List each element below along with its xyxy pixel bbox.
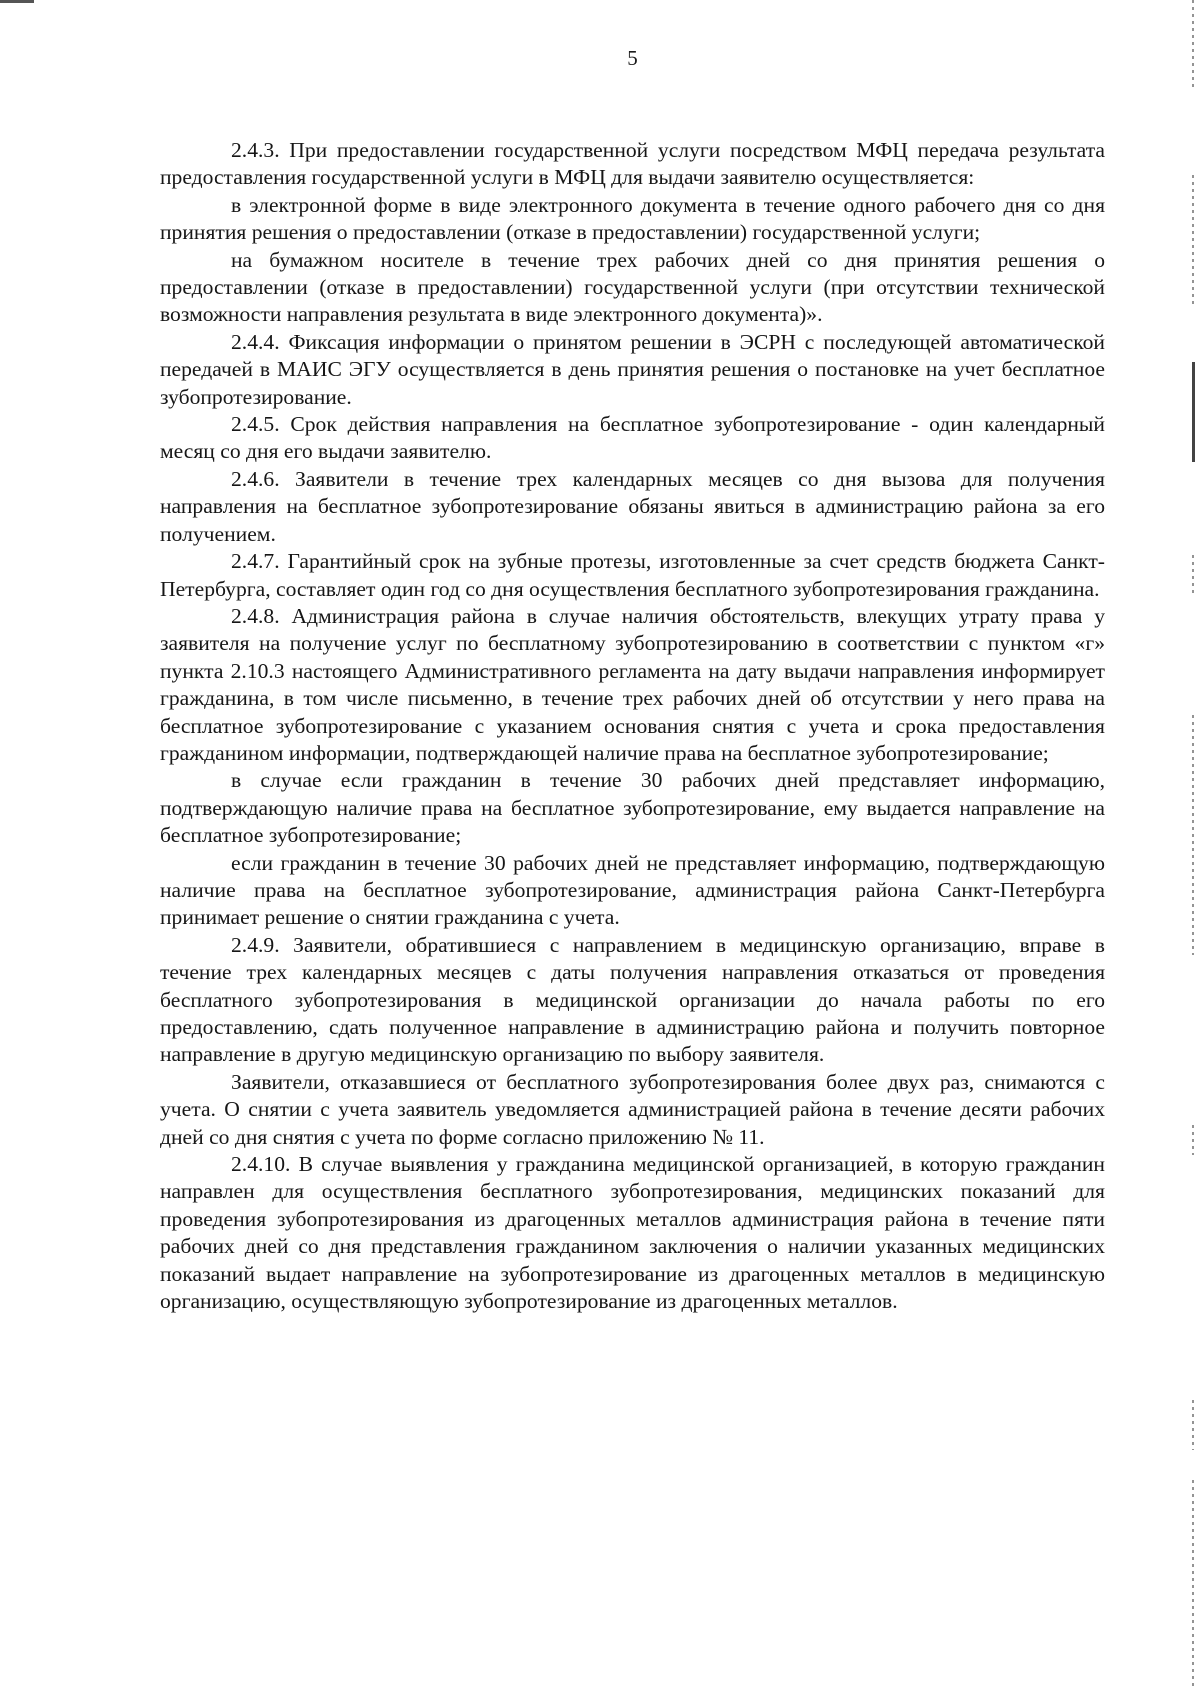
paragraph: Заявители, отказавшиеся от бесплатного зубопротезирования более двух раз, снимаются с учета. О снятии с учета заявитель уведомляется администрацией района в течение десяти рабочих дней со дня снятия с учета по форме согласно приложению № 11. [160, 1069, 1105, 1149]
paragraph: 2.4.8. Администрация района в случае наличия обстоятельств, влекущих утрату права у заявителя на получение услуг по бесплатному зубопротезированию в соответствии с пунктом «г» пункта 2.10.3 настоящего Административного регламента на дату выдачи направления информирует гражданина, в том числе письменно, в течение трех рабочих дней об отсутствии у него права на бесплатное зубопротезирование с указанием основания снятия с учета и срока предоставления гражданином информации, подтверждающей наличие права на бесплатное зубопротезирование; [160, 603, 1105, 765]
paragraph: 2.4.3. При предоставлении государственной услуги посредством МФЦ передача результата предоставления государственной услуги в МФЦ для выдачи заявителю осуществляется: [160, 138, 1105, 190]
paragraph: на бумажном носителе в течение трех рабочих дней со дня принятия решения о предоставлении (отказе в предоставлении) государственной услуги (при отсутствии технической возможности направления результата в виде электронного документа)». [160, 247, 1105, 327]
scan-edge-mark [1192, 175, 1194, 305]
paragraph: в электронной форме в виде электронного документа в течение одного рабочего дня со дня принятия решения о предоставлении (отказе в предоставлении) государственной услуги; [160, 192, 1105, 245]
scan-edge-mark [1192, 362, 1195, 462]
paragraph: 2.4.10. В случае выявления у гражданина медицинской организацией, в которую гражданин направлен для осуществления бесплатного зубопротезирования, медицинских показаний для проведения зубопротезирования из драгоценных металлов администрация района в течение пяти рабочих дней со дня представления гражданином заключения о наличии указанных медицинских показаний выдает направление на зубопротезирование из драгоценных металлов в медицинскую организацию, осуществляющую зубопротезирование из драгоценных металлов. [160, 1152, 1105, 1314]
scan-edge-mark [1192, 555, 1194, 595]
scan-edge-mark [1192, 1400, 1194, 1450]
paragraph: в случае если гражданин в течение 30 рабочих дней представляет информацию, подтверждающую наличие права на бесплатное зубопротезирование, ему выдается направление на бесплатное зубопротезирование; [160, 768, 1105, 848]
document-body [160, 137, 1105, 1315]
paragraph: 2.4.9. Заявители, обратившиеся с направлением в медицинскую организацию, вправе в течение трех календарных месяцев с даты получения направления отказаться от проведения бесплатного зубопротезирования в медицинской организации до начала работы по его предоставлению, сдать полученное направление в администрацию района и получить повторное направление в другую медицинскую организацию по выбору заявителя. [160, 932, 1105, 1067]
paragraph: если гражданин в течение 30 рабочих дней не представляет информацию, подтверждающую наличие права на бесплатное зубопротезирование, администрация района Санкт-Петербурга принимает решение о снятии гражданина с учета. [160, 850, 1105, 930]
scan-edge-mark [1192, 715, 1194, 955]
scan-edge-mark [1192, 1125, 1194, 1155]
scan-edge-mark [1192, 0, 1194, 90]
page-number: 5 [627, 46, 638, 70]
scan-corner-mark [0, 0, 34, 3]
paragraph: 2.4.6. Заявители в течение трех календарных месяцев со дня вызова для получения направления на бесплатное зубопротезирование обязаны явиться в администрацию района за его получением. [160, 466, 1105, 546]
paragraph: 2.4.5. Срок действия направления на бесплатное зубопротезирование - один календарный месяц со дня его выдачи заявителю. [160, 412, 1105, 464]
paragraph: 2.4.7. Гарантийный срок на зубные протезы, изготовленные за счет средств бюджета Санкт-Петербурга, составляет один год со дня осуществления бесплатного зубопротезирования гражданина. [160, 549, 1105, 601]
scan-edge-mark [1192, 1480, 1194, 1690]
paragraph: 2.4.4. Фиксация информации о принятом решении в ЭСРН с последующей автоматической передачей в МАИС ЭГУ осуществляется в день принятия решения о постановке на учет бесплатное зубопротезирование. [160, 329, 1105, 409]
